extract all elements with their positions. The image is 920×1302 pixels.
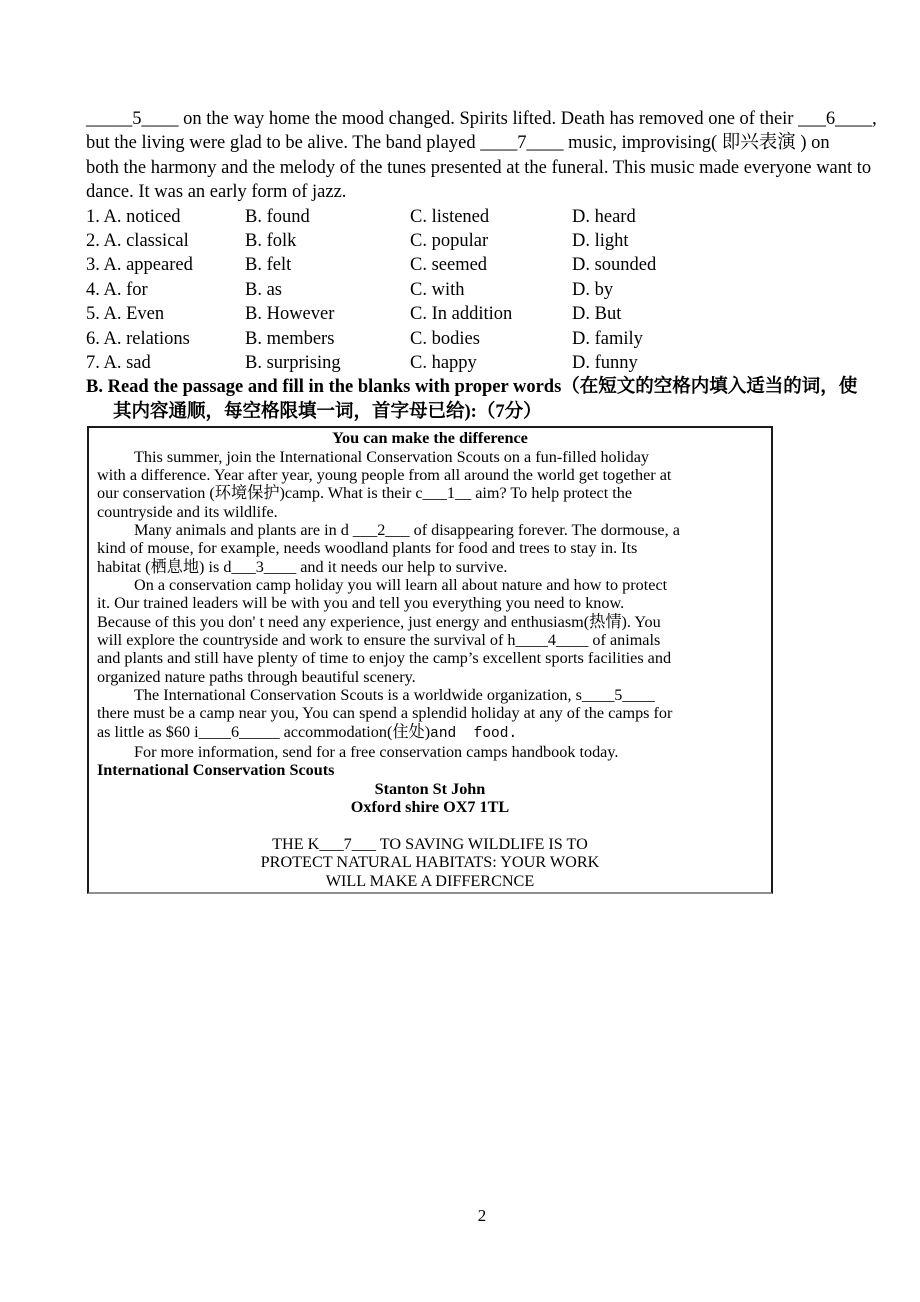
cloze-line: both the harmony and the melody of the tunes presented at the funeral. This music made everyone want to [86, 157, 872, 178]
option-d: D. family [572, 328, 643, 349]
mono-text: and food. [430, 725, 518, 742]
passage-line: our conservation (环境保护)camp. What is their c___1__ aim? To help protect the [97, 484, 633, 503]
org-name: International Conservation Scouts [97, 761, 335, 780]
passage-line: For more information, send for a free conservation camps handbook today. [134, 743, 619, 762]
cloze-paragraph [86, 107, 878, 205]
option-row [86, 302, 878, 326]
option-row [86, 351, 878, 375]
address-line1: Stanton St John [374, 779, 486, 798]
option-a: 6. A. relations [86, 328, 190, 349]
passage-line [97, 723, 763, 743]
section-b-heading [86, 375, 878, 424]
option-a: 4. A. for [86, 279, 148, 300]
option-c: C. In addition [410, 304, 513, 325]
option-d: D. But [572, 304, 622, 325]
address-line2: Oxford shire OX7 1TL [350, 798, 510, 817]
option-d: D. funny [572, 353, 638, 374]
option-row [86, 205, 878, 229]
slogan-line: THE K___7___ TO SAVING WILDLIFE IS TO [272, 834, 588, 853]
option-c: C. seemed [410, 255, 488, 276]
blank-line [97, 817, 763, 835]
passage-line: kind of mouse, for example, needs woodland plants for food and trees to stay in. Its [97, 539, 638, 558]
option-b: B. surprising [245, 353, 341, 374]
passage-line: countryside and its wildlife. [97, 502, 278, 521]
page-content [86, 107, 878, 894]
option-d: D. by [572, 279, 614, 300]
option-c: C. happy [410, 353, 477, 374]
cloze-line: but the living were glad to be alive. The band played ____7____ music, improvising( 即兴表演 ) on [86, 133, 830, 154]
passage-line: it. Our trained leaders will be with you and tell you everything you need to know. [97, 594, 625, 613]
option-row [86, 253, 878, 277]
option-row [86, 327, 878, 351]
option-b: B. as [245, 279, 282, 300]
passage-line: and plants and still have plenty of time to enjoy the camp’s excellent sports facilities and [97, 649, 672, 668]
passage-line: This summer, join the International Conservation Scouts on a fun-filled holiday [134, 447, 650, 466]
cloze-line: _____5____ on the way home the mood changed. Spirits lifted. Death has removed one of their ___6____, [86, 109, 877, 129]
cloze-line: dance. It was an early form of jazz. [86, 182, 347, 203]
option-b: B. members [245, 328, 335, 349]
passage-title: You can make the difference [332, 429, 528, 448]
passage-line: there must be a camp near you, You can spend a splendid holiday at any of the camps for [97, 704, 673, 723]
option-c: C. bodies [410, 328, 480, 349]
option-d: D. light [572, 231, 629, 252]
option-row [86, 229, 878, 253]
option-b: B. found [245, 206, 310, 227]
option-b: B. felt [245, 255, 292, 276]
passage-line-text: as little as $60 i____6_____ accommodation(住处) [97, 722, 431, 741]
passage-line: will explore the countryside and work to ensure the survival of h____4____ of animals [97, 631, 661, 650]
option-row [86, 278, 878, 302]
page-number: 2 [477, 1206, 487, 1225]
option-a: 3. A. appeared [86, 255, 193, 276]
passage-line: Because of this you don' t need any experience, just energy and enthusiasm(热情). You [97, 612, 661, 631]
option-c: C. with [410, 279, 465, 300]
option-d: D. sounded [572, 255, 657, 276]
option-c: C. popular [410, 231, 489, 252]
option-a: 1. A. noticed [86, 206, 181, 227]
passage-line: The International Conservation Scouts is a worldwide organization, s____5____ [134, 686, 655, 705]
option-a: 5. A. Even [86, 304, 165, 325]
option-b: B. However [245, 304, 335, 325]
passage-box [87, 426, 773, 894]
option-a: 2. A. classical [86, 231, 189, 252]
option-d: D. heard [572, 206, 636, 227]
section-b-heading-line2: 其内容通顺，每空格限填一词，首字母已给):（7分） [113, 401, 542, 422]
option-a: 7. A. sad [86, 353, 151, 374]
passage-line: Many animals and plants are in d ___2___ of disappearing forever. The dormouse, a [134, 521, 680, 539]
option-c: C. listened [410, 206, 490, 227]
passage-line: On a conservation camp holiday you will learn all about nature and how to protect [134, 576, 668, 595]
options-table [86, 205, 878, 376]
passage-line: with a difference. Year after year, young people from all around the world get together at [97, 465, 672, 484]
section-b-heading-line1: B. Read the passage and fill in the blanks with proper words（在短文的空格内填入适当的词，使 [86, 377, 858, 398]
slogan-line: PROTECT NATURAL HABITATS: YOUR WORK [260, 853, 600, 872]
option-b: B. folk [245, 231, 297, 252]
passage-line: habitat (栖息地) is d___3____ and it needs our help to survive. [97, 557, 508, 576]
passage-line: organized nature paths through beautiful scenery. [97, 667, 416, 686]
slogan-line: WILL MAKE A DIFFERCNCE [325, 871, 535, 890]
